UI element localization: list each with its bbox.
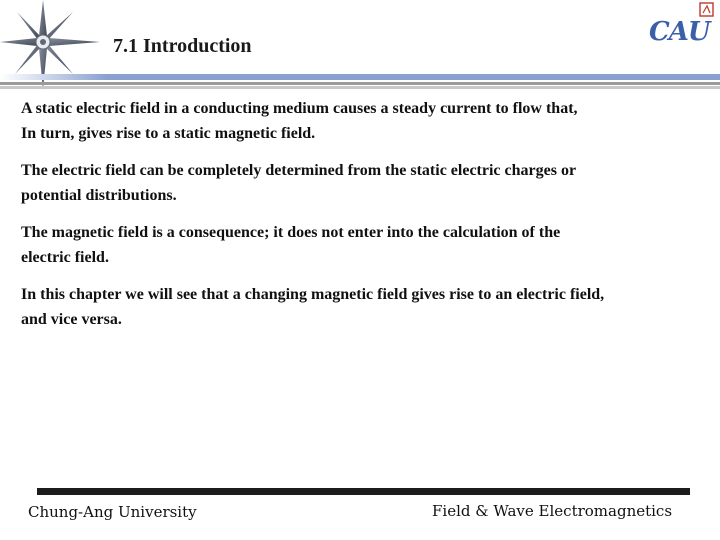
paragraph-line: The magnetic field is a consequence; it does not enter into the calculation of the [21, 224, 561, 241]
paragraph-line: In this chapter we will see that a changing magnetic field gives rise to an electric field, [21, 286, 605, 303]
paragraph-line: The electric field can be completely determined from the static electric charges or [21, 162, 577, 179]
footer-university: Chung-Ang University [28, 503, 197, 521]
slide-body [21, 96, 701, 344]
paragraph-line: potential distributions. [21, 187, 177, 204]
cau-logo-icon [646, 2, 718, 46]
paragraph [21, 282, 701, 332]
header-divider [0, 74, 720, 92]
svg-text:CAU: CAU [649, 17, 710, 46]
paragraph [21, 220, 701, 270]
paragraph-line: and vice versa. [21, 311, 122, 328]
paragraph-line: A static electric field in a conducting medium causes a steady current to flow that, [21, 100, 578, 117]
paragraph [21, 158, 701, 208]
footer-divider [37, 488, 690, 495]
paragraph-line: electric field. [21, 249, 109, 266]
page-title: 7.1 Introduction [113, 35, 252, 57]
footer-course: Field & Wave Electromagnetics [432, 502, 673, 520]
paragraph-line: In turn, gives rise to a static magnetic field. [21, 125, 316, 142]
paragraph [21, 96, 701, 146]
